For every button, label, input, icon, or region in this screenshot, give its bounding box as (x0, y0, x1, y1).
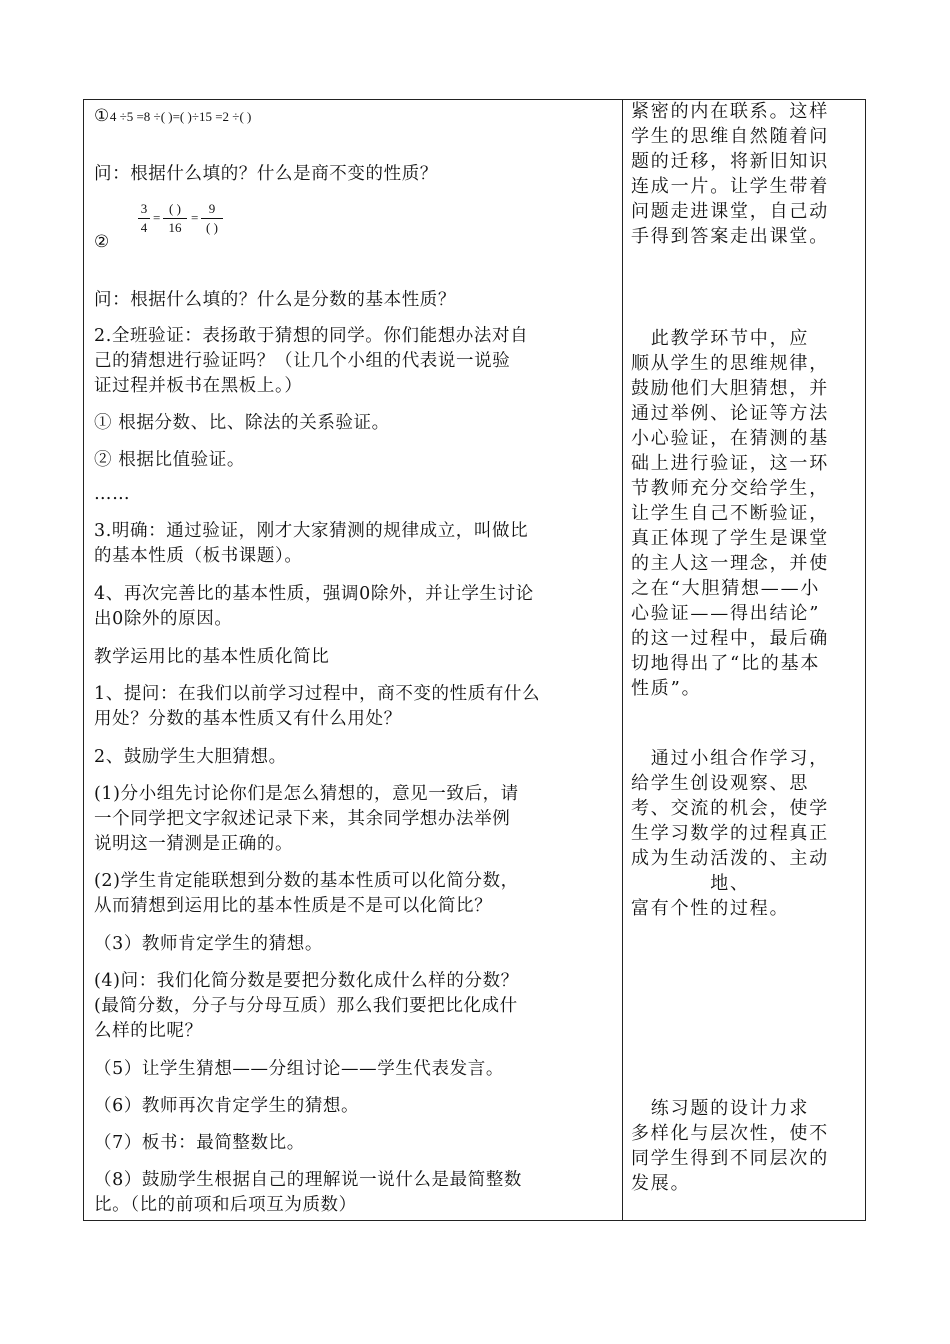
verify-method-2: ② 根据比值验证。 (94, 450, 245, 470)
step-2: 2、鼓励学生大胆猜想。 (94, 747, 287, 767)
question-2: 问：根据什么填的？什么是分数的基本性质？ (94, 290, 456, 310)
formula-1-expression: 4 ÷5 =8 ÷( )=( )÷15 =2 ÷( ) (109, 109, 252, 124)
item-6: （6）教师再次肯定学生的猜想。 (94, 1096, 360, 1116)
item-3: （3）教师肯定学生的猜想。 (94, 934, 323, 954)
fraction-c: 9 ( ) (201, 202, 223, 235)
item-5: （5）让学生猜想——分组讨论——学生代表发言。 (94, 1059, 504, 1079)
marker-2: ② (94, 232, 110, 252)
fraction-a: 3 4 (138, 202, 150, 235)
fraction-b: ( ) 16 (163, 202, 187, 235)
question-1: 问：根据什么填的？什么是商不变的性质？ (94, 164, 438, 184)
verify-method-1: ① 根据分数、比、除法的关系验证。 (94, 413, 390, 433)
formula-1 (94, 104, 251, 129)
ellipsis: …… (94, 484, 131, 504)
item-7: （7）板书：最简整数比。 (94, 1133, 305, 1153)
design-intent-column: 紧密的内在联系。这样 学生的思维自然随着问 题的迁移，将新旧知识 连成一片。让学生带着 问题走进课堂，自己动 手得到答案走出课堂。 此教学环节中，应 顺从学生的思维规律， 鼓励他们大胆猜想，并 通过举例、论证等方法 小心验证，在猜测的基 础上进行验证，这一环 节教师充分交给学生， 让学生自己不断验证， 真正体现了学生是课堂 的主人这一理念，并使 之在“大胆猜想——小 心验证——得出结论” 的这一过程中，最后确 切地得出了“比的基本 性质”。 通过小组合作学习， 给学生创设观察、思 考、交流的机会，使学 生学习数学的过程真正 成为生动活泼的、主动 地、 富有个性的过程。 练习题的设计力求 多样化与层次性，使不 同学生得到不同层次的 发展。 (631, 101, 829, 1194)
lesson-plan-table (83, 99, 866, 1221)
section-heading: 教学运用比的基本性质化简比 (94, 647, 330, 667)
marker-1: ① (94, 106, 110, 126)
teaching-process-column: ①4 ÷5 =8 ÷( )=( )÷15 =2 ÷( ) 问：根据什么填的？什么是商不变的性质？ ② 3 4 = ( ) 16 = 9 ( ) 问：根据什么填的？什么是分数的基本性质？ 2.全班验证：表扬敢于猜想的同学。你们能想办法对自 己的猜想进行验证吗？（让几个小组的代表说一说验 证过程并板书在黑板上。） ① 根据分数、比、除法的关系验证。 ② 根据比值验证。 …… 3.明确：通过验证，刚才大家猜测的规律成立，叫做比 的基本性质（板书课题）。 4、再次完善比的基本性质，强调0除外，并让学生讨论 出0除外的原因。 教学运用比的基本性质化简比 1、提问：在我们以前学习过程中，商不变的性质有什么 用处？分数的基本性质又有什么用处？ 2、鼓励学生大胆猜想。 (1)分小组先讨论你们是怎么猜想的，意见一致后，请 一个同学把文字叙述记录下来，其余同学想办法举例 说明这一猜测是正确的。 (2)学生肯定能联想到分数的基本性质可以化简分数， 从而猜想到运用比的基本性质是不是可以化简比？ （3）教师肯定学生的猜想。 (4)问：我们化简分数是要把分数化成什么样的分数？ (最简分数，分子与分母互质）那么我们要把比化成什 么样的比呢？ （5）让学生猜想——分组讨论——学生代表发言。 （6）教师再次肯定学生的猜想。 （7）板书：最简整数比。 （8）鼓励学生根据自己的理解说一说什么是最简整数 比。（比的前项和后项互为质数） (94, 106, 541, 1215)
